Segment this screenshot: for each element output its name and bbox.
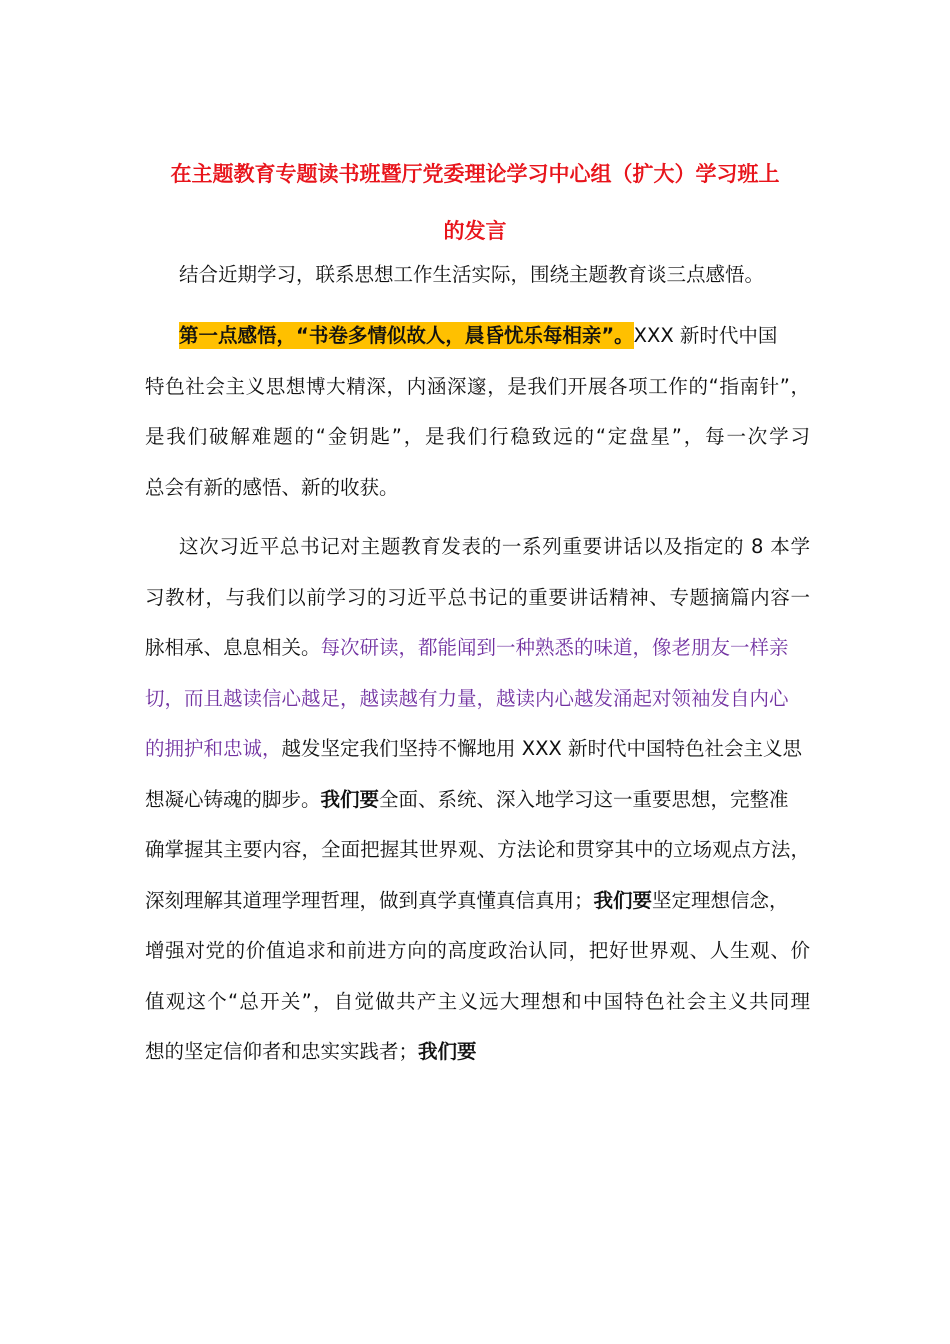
paragraph-first-insight-line-1 xyxy=(145,311,810,362)
paragraph-intro xyxy=(145,250,810,301)
highlighted-heading: 第一点感悟，“书卷多情似故人，晨昏忧乐每相亲”。 xyxy=(179,324,634,347)
paragraph-study-line-8 xyxy=(145,876,810,927)
paragraph-study-line-7: 确掌握其主要内容，全面把握其世界观、方法论和贯穿其中的立场观点方法， xyxy=(145,838,810,861)
title-line-2: 的发言 xyxy=(443,219,507,243)
line-6-rest: 全面、系统、深入地学习这一重要思想，完整准 xyxy=(379,787,789,811)
line-6-bold: 我们要 xyxy=(320,787,380,811)
paragraph-intro-text: 结合近期学习，联系思想工作生活实际，围绕主题教育谈三点感悟。 xyxy=(179,263,765,286)
line-1-rest: XXX 新时代中国 xyxy=(633,324,778,347)
paragraph-study-line-10: 值观这个“总开关”，自觉做共产主义远大理想和中国特色社会主义共同理 xyxy=(145,989,810,1013)
line-5-purple: 的拥护和忠诚， xyxy=(145,737,282,760)
paragraph-study-line-5 xyxy=(145,724,810,775)
paragraph-study-line-11 xyxy=(145,1027,810,1078)
paragraph-study-line-4: 切，而且越读信心越足，越读越有力量，越读内心越发涌起对领袖发自内心 xyxy=(145,686,789,710)
line-6-normal: 想凝心铸魂的脚步。 xyxy=(145,787,321,811)
line-11-normal: 想的坚定信仰者和忠实实践者； xyxy=(145,1040,419,1063)
paragraph-study-line-3 xyxy=(145,623,810,674)
paragraph-first-insight-line-2: 特色社会主义思想博大精深，内涵深邃，是我们开展各项工作的“指南针”， xyxy=(145,374,810,398)
line-3-purple: 每次研读，都能闻到一种熟悉的味道，像老朋友一样亲 xyxy=(320,636,789,659)
paragraph-study-line-6 xyxy=(145,775,810,826)
document-title xyxy=(145,146,805,260)
line-8-bold: 我们要 xyxy=(593,888,653,912)
paragraph-study-line-1: 这次习近平总书记对主题教育发表的一系列重要讲话以及指定的 8 本学 xyxy=(179,535,810,558)
paragraph-study xyxy=(145,522,810,1078)
line-11-bold: 我们要 xyxy=(418,1040,477,1063)
paragraph-first-insight-line-3: 是我们破解难题的“金钥匙”，是我们行稳致远的“定盘星”，每一次学习 xyxy=(145,425,810,448)
line-8-normal: 深刻理解其道理学理哲理，做到真学真懂真信真用； xyxy=(145,888,594,912)
line-3-normal: 脉相承、息息相关。 xyxy=(145,636,321,659)
title-line-1: 在主题教育专题读书班暨厅党委理论学习中心组（扩大）学习班上 xyxy=(170,162,780,186)
paragraph-first-insight-line-4: 总会有新的感悟、新的收获。 xyxy=(145,475,399,499)
line-8-rest: 坚定理想信念， xyxy=(652,888,789,912)
paragraph-first-insight xyxy=(145,311,810,513)
paragraph-study-line-2: 习教材，与我们以前学习的习近平总书记的重要讲话精神、专题摘篇内容一 xyxy=(145,585,810,609)
line-5-normal: 越发坚定我们坚持不懈地用 XXX 新时代中国特色社会主义思 xyxy=(281,737,802,760)
paragraph-study-line-9: 增强对党的价值追求和前进方向的高度政治认同，把好世界观、人生观、价 xyxy=(145,939,810,962)
